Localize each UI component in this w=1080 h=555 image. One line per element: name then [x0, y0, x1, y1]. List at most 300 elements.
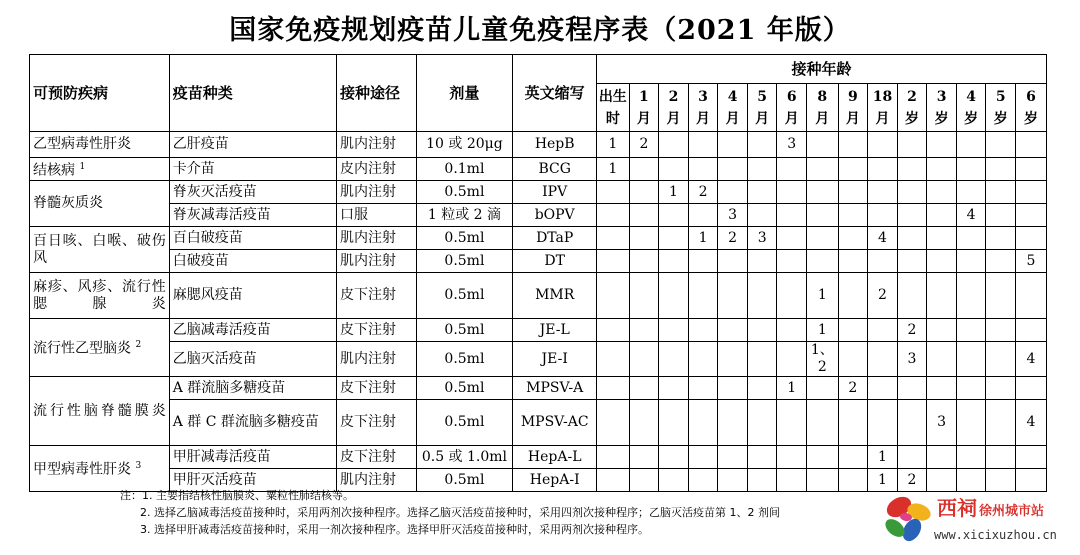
age-unit: 月 [755, 110, 770, 127]
dose-number-cell [838, 250, 868, 273]
dose-number-cell [1015, 273, 1046, 319]
footnote-ref: 3 [135, 461, 142, 472]
vaccine-name-cell: 百白破疫苗 [169, 227, 336, 250]
dose-number-cell: 1 [868, 469, 898, 492]
dose-number-cell [927, 181, 957, 204]
dose-number-cell [956, 446, 986, 469]
route-cell: 皮下注射 [336, 400, 416, 446]
dose-number-cell [1015, 469, 1046, 492]
dose-number-cell [777, 227, 807, 250]
dose-number-cell [838, 227, 868, 250]
dose-number-cell [927, 446, 957, 469]
dose-number-cell [1015, 158, 1046, 181]
dose-number-cell [807, 400, 839, 446]
dose-number-cell: 2 [838, 377, 868, 400]
disease-label: 流行性乙型脑炎 [33, 340, 131, 357]
dose-number-cell [659, 377, 689, 400]
dose-number-cell [927, 250, 957, 273]
dose-number-cell [838, 469, 868, 492]
dose-number-cell [956, 181, 986, 204]
dose-number-cell [868, 132, 898, 158]
dose-number-cell [629, 273, 659, 319]
age-unit: 月 [696, 110, 711, 127]
dose-number-cell [597, 319, 630, 342]
dose-number-cell [597, 250, 630, 273]
abbr-cell: IPV [513, 181, 597, 204]
dose-number-cell [868, 400, 898, 446]
table-row [30, 181, 1047, 204]
dose-number-cell [718, 181, 748, 204]
dose-number-cell [1015, 446, 1046, 469]
dose-number-cell [956, 132, 986, 158]
dose-number-cell [747, 204, 777, 227]
dose-number-cell: 2 [688, 181, 718, 204]
dose-number-cell [927, 204, 957, 227]
age-header-cell [688, 84, 718, 132]
age-header-cell [956, 84, 986, 132]
age-value: 4 [727, 88, 738, 105]
dose-number-cell [986, 181, 1016, 204]
dose-number-cell [688, 446, 718, 469]
dose-number-cell [807, 204, 839, 227]
dose-number-cell [807, 158, 839, 181]
dose-cell: 0.5ml [416, 319, 513, 342]
dose-number-cell: 2 [629, 132, 659, 158]
abbr-cell: bOPV [513, 204, 597, 227]
age-header-cell [838, 84, 868, 132]
dose-number-cell [956, 273, 986, 319]
dose-number-cell: 3 [747, 227, 777, 250]
route-cell: 肌内注射 [336, 181, 416, 204]
age-header-cell [927, 84, 957, 132]
dose-number-cell [807, 446, 839, 469]
route-cell: 肌内注射 [336, 469, 416, 492]
disease-cell [30, 319, 170, 377]
vaccine-name-cell: 脊灰减毒活疫苗 [169, 204, 336, 227]
dose-number-cell [807, 181, 839, 204]
dose-number-cell [629, 446, 659, 469]
header-disease: 可预防疾病 [30, 55, 170, 132]
age-value: 8 [817, 88, 828, 105]
age-value: 1 [639, 88, 649, 105]
dose-number-cell [807, 250, 839, 273]
dose-number-cell [777, 158, 807, 181]
dose-cell: 0.1ml [416, 158, 513, 181]
dose-number-cell: 1 [597, 132, 630, 158]
dose-number-cell: 3 [927, 400, 957, 446]
route-cell: 皮下注射 [336, 273, 416, 319]
dose-number-cell [868, 250, 898, 273]
dose-number-cell [868, 319, 898, 342]
dose-number-cell [956, 377, 986, 400]
age-unit: 月 [725, 110, 740, 127]
header-route: 接种途径 [336, 55, 416, 132]
dose-number-cell [629, 250, 659, 273]
age-header-cell [718, 84, 748, 132]
dose-number-cell [897, 273, 927, 319]
age-value: 4 [966, 88, 977, 105]
abbr-cell: JE-I [513, 342, 597, 377]
dose-number-cell: 4 [1015, 400, 1046, 446]
dose-cell: 0.5ml [416, 400, 513, 446]
route-cell: 皮下注射 [336, 377, 416, 400]
dose-number-cell [629, 377, 659, 400]
route-cell: 口服 [336, 204, 416, 227]
dose-number-cell: 4 [1015, 342, 1046, 377]
dose-number-cell [597, 227, 630, 250]
disease-label: 百日咳、白喉、破伤风 [33, 232, 166, 266]
dose-number-cell [897, 181, 927, 204]
dose-number-cell [868, 342, 898, 377]
dose-number-cell: 3 [897, 342, 927, 377]
age-header-cell [629, 84, 659, 132]
dose-number-cell [956, 342, 986, 377]
dose-number-cell [986, 204, 1016, 227]
dose-number-cell [897, 132, 927, 158]
vaccine-name-cell: 乙肝疫苗 [169, 132, 336, 158]
dose-number-cell [1015, 132, 1046, 158]
dose-number-cell: 2 [897, 319, 927, 342]
dose-number-cell: 2 [718, 227, 748, 250]
pinwheel-logo-icon [882, 490, 934, 548]
dose-number-cell [597, 342, 630, 377]
header-schedule: 接种年龄 [597, 55, 1047, 84]
dose-number-cell [747, 319, 777, 342]
age-unit: 月 [636, 110, 651, 127]
dose-number-cell [718, 446, 748, 469]
dose-number-cell [597, 204, 630, 227]
dose-number-cell [838, 273, 868, 319]
age-value: 6 [786, 88, 797, 105]
age-unit: 时 [605, 110, 620, 127]
dose-number-cell [1015, 377, 1046, 400]
dose-number-cell: 4 [868, 227, 898, 250]
route-cell: 肌内注射 [336, 342, 416, 377]
abbr-cell: MPSV-A [513, 377, 597, 400]
dose-cell: 0.5ml [416, 250, 513, 273]
dose-number-cell [956, 469, 986, 492]
dose-number-cell [927, 158, 957, 181]
dose-cell: 0.5ml [416, 377, 513, 400]
dose-number-cell [629, 400, 659, 446]
immunization-schedule-table [29, 54, 1047, 492]
age-value: 3 [936, 88, 947, 105]
dose-number-cell [777, 469, 807, 492]
dose-number-cell [659, 319, 689, 342]
age-header-cell [747, 84, 777, 132]
dose-number-cell [688, 158, 718, 181]
dose-number-cell [838, 204, 868, 227]
dose-number-cell [688, 342, 718, 377]
table-row [30, 273, 1047, 319]
dose-number-cell [927, 273, 957, 319]
age-value: 2 [907, 88, 917, 105]
dose-number-cell [747, 342, 777, 377]
dose-number-cell [747, 273, 777, 319]
dose-number-cell [838, 446, 868, 469]
table-row [30, 204, 1047, 227]
dose-number-cell [807, 377, 839, 400]
dose-number-cell [718, 342, 748, 377]
dose-number-cell [659, 273, 689, 319]
dose-number-cell [868, 204, 898, 227]
age-value: 5 [757, 88, 768, 105]
dose-number-cell [956, 227, 986, 250]
route-cell: 肌内注射 [336, 132, 416, 158]
dose-number-cell [927, 469, 957, 492]
dose-cell: 0.5ml [416, 469, 513, 492]
dose-number-cell [897, 227, 927, 250]
dose-number-cell [897, 446, 927, 469]
vaccine-name-cell: 脊灰灭活疫苗 [169, 181, 336, 204]
dose-number-cell [659, 132, 689, 158]
age-header-cell [986, 84, 1016, 132]
footnote-3: 3. 选择甲肝减毒活疫苗接种时，采用一剂次接种程序。选择甲肝灭活疫苗接种时，采用两剂次接种程序。 [140, 523, 649, 536]
dose-number-cell [688, 319, 718, 342]
dose-number-cell [838, 158, 868, 181]
table-row [30, 227, 1047, 250]
dose-number-cell: 5 [1015, 250, 1046, 273]
dose-number-cell: 1 [807, 319, 839, 342]
dose-number-cell [897, 204, 927, 227]
dose-number-cell [747, 158, 777, 181]
dose-number-cell [747, 181, 777, 204]
dose-number-cell [986, 377, 1016, 400]
dose-number-cell [659, 204, 689, 227]
dose-number-cell [659, 158, 689, 181]
disease-label: 甲型病毒性肝炎 [33, 461, 131, 478]
disease-cell [30, 158, 170, 181]
dose-number-cell [659, 227, 689, 250]
dose-cell: 0.5ml [416, 227, 513, 250]
dose-number-cell [986, 250, 1016, 273]
dose-number-cell [659, 446, 689, 469]
age-header-cell [1015, 84, 1046, 132]
dose-number-cell [688, 400, 718, 446]
dose-number-cell [688, 273, 718, 319]
abbr-cell: DT [513, 250, 597, 273]
vaccine-name-cell: 麻腮风疫苗 [169, 273, 336, 319]
age-header-cell [897, 84, 927, 132]
route-cell: 肌内注射 [336, 227, 416, 250]
brand-url: www.xicixuzhou.cn [934, 528, 1057, 542]
dose-number-cell [718, 377, 748, 400]
age-unit: 月 [666, 110, 681, 127]
dose-number-cell [629, 342, 659, 377]
dose-number-cell [777, 181, 807, 204]
header-abbr: 英文缩写 [513, 55, 597, 132]
dose-number-cell [718, 250, 748, 273]
disease-label: 流行性脑脊髓膜炎 [33, 402, 166, 419]
dose-number-cell [838, 319, 868, 342]
age-value: 3 [698, 88, 708, 105]
dose-number-cell [927, 319, 957, 342]
abbr-cell: HepA-L [513, 446, 597, 469]
dose-number-cell [629, 181, 659, 204]
dose-number-cell [1015, 181, 1046, 204]
dose-number-cell [629, 158, 659, 181]
abbr-cell: HepB [513, 132, 597, 158]
vaccine-name-cell: A 群 C 群流脑多糖疫苗 [169, 400, 336, 446]
abbr-cell: JE-L [513, 319, 597, 342]
dose-number-cell [777, 446, 807, 469]
age-unit: 岁 [934, 110, 949, 127]
dose-number-cell [777, 204, 807, 227]
age-header-cell [659, 84, 689, 132]
dose-number-cell [629, 227, 659, 250]
age-header-cell [807, 84, 839, 132]
header-dose: 剂量 [416, 55, 513, 132]
footnotes [120, 487, 780, 538]
age-unit: 岁 [1023, 110, 1038, 127]
dose-number-cell [838, 342, 868, 377]
dose-number-cell [777, 400, 807, 446]
dose-number-cell [629, 319, 659, 342]
dose-number-cell [956, 250, 986, 273]
dose-number-cell [597, 181, 630, 204]
footnote-ref: 1 [79, 161, 86, 172]
dose-number-cell [659, 250, 689, 273]
table-row [30, 377, 1047, 400]
disease-cell [30, 227, 170, 273]
disease-cell [30, 132, 170, 158]
dose-number-cell [807, 227, 839, 250]
age-value: 9 [848, 88, 858, 105]
dose-number-cell [868, 377, 898, 400]
age-value: 5 [995, 88, 1006, 105]
dose-number-cell [747, 446, 777, 469]
dose-number-cell [1015, 319, 1046, 342]
dose-number-cell [868, 158, 898, 181]
dose-cell: 0.5ml [416, 342, 513, 377]
dose-number-cell [927, 227, 957, 250]
route-cell: 肌内注射 [336, 250, 416, 273]
dose-number-cell [807, 132, 839, 158]
dose-number-cell [688, 377, 718, 400]
dose-number-cell [597, 400, 630, 446]
dose-number-cell: 4 [956, 204, 986, 227]
dose-cell: 0.5 或 1.0ml [416, 446, 513, 469]
dose-number-cell: 1 [868, 446, 898, 469]
vaccine-name-cell: 甲肝减毒活疫苗 [169, 446, 336, 469]
table-row [30, 250, 1047, 273]
dose-number-cell: 2 [868, 273, 898, 319]
table-row [30, 446, 1047, 469]
age-value: 出生 [598, 88, 627, 105]
route-cell: 皮下注射 [336, 319, 416, 342]
disease-cell [30, 273, 170, 319]
dose-number-cell [747, 132, 777, 158]
disease-label: 脊髓灰质炎 [33, 195, 103, 211]
dose-number-cell: 1、2 [807, 342, 839, 377]
vaccine-name-cell: 白破疫苗 [169, 250, 336, 273]
dose-number-cell [956, 158, 986, 181]
vaccine-name-cell: 甲肝灭活疫苗 [169, 469, 336, 492]
age-header-cell [868, 84, 898, 132]
dose-cell: 1 粒或 2 滴 [416, 204, 513, 227]
dose-number-cell [986, 132, 1016, 158]
dose-number-cell [688, 250, 718, 273]
dose-number-cell [986, 342, 1016, 377]
brand-name: 西祠 徐州城市站 [937, 496, 1045, 520]
footnote-ref: 2 [135, 340, 142, 351]
route-cell: 皮下注射 [336, 446, 416, 469]
dose-number-cell [597, 446, 630, 469]
footnote-1: 注：1. 主要指结核性脑膜炎、粟粒性肺结核等。 [120, 489, 354, 502]
dose-number-cell [897, 158, 927, 181]
disease-label: 结核病 [33, 162, 75, 179]
dose-number-cell [927, 342, 957, 377]
site-watermark-logo [882, 490, 1072, 550]
age-unit: 岁 [964, 110, 979, 127]
dose-number-cell [1015, 204, 1046, 227]
dose-number-cell [956, 400, 986, 446]
dose-number-cell [777, 342, 807, 377]
disease-label: 麻疹、风疹、流行性腮腺炎 [33, 278, 166, 312]
dose-number-cell [986, 400, 1016, 446]
dose-number-cell [897, 400, 927, 446]
dose-number-cell [838, 400, 868, 446]
dose-number-cell [777, 319, 807, 342]
age-unit: 岁 [993, 110, 1008, 127]
dose-cell: 0.5ml [416, 181, 513, 204]
abbr-cell: MPSV-AC [513, 400, 597, 446]
dose-number-cell: 3 [777, 132, 807, 158]
dose-cell: 10 或 20μg [416, 132, 513, 158]
dose-number-cell [986, 319, 1016, 342]
vaccine-name-cell: 卡介苗 [169, 158, 336, 181]
age-value: 6 [1026, 88, 1036, 105]
age-header-cell [597, 84, 630, 132]
disease-label: 乙型病毒性肝炎 [33, 136, 131, 152]
dose-number-cell [659, 400, 689, 446]
age-unit: 岁 [905, 110, 920, 127]
dose-number-cell: 1 [688, 227, 718, 250]
age-unit: 月 [815, 110, 830, 127]
dose-number-cell [807, 469, 839, 492]
dose-number-cell [718, 400, 748, 446]
dose-number-cell [838, 181, 868, 204]
header-vaccine: 疫苗种类 [169, 55, 336, 132]
dose-number-cell [986, 158, 1016, 181]
dose-number-cell: 1 [777, 377, 807, 400]
dose-number-cell [927, 132, 957, 158]
dose-number-cell [718, 132, 748, 158]
age-value: 18 [872, 88, 893, 105]
dose-number-cell [927, 377, 957, 400]
dose-number-cell [747, 377, 777, 400]
vaccine-name-cell: 乙脑减毒活疫苗 [169, 319, 336, 342]
dose-number-cell [986, 273, 1016, 319]
page-title: 国家免疫规划疫苗儿童免疫程序表（2021 年版） [229, 15, 851, 46]
dose-number-cell [629, 204, 659, 227]
disease-cell [30, 446, 170, 492]
dose-number-cell [659, 342, 689, 377]
dose-number-cell [986, 227, 1016, 250]
age-unit: 月 [784, 110, 799, 127]
dose-number-cell [688, 204, 718, 227]
vaccine-name-cell: 乙脑灭活疫苗 [169, 342, 336, 377]
abbr-cell: HepA-I [513, 469, 597, 492]
dose-number-cell [747, 400, 777, 446]
dose-number-cell: 1 [597, 158, 630, 181]
dose-number-cell [777, 273, 807, 319]
disease-cell [30, 181, 170, 227]
dose-number-cell [718, 319, 748, 342]
dose-number-cell [986, 469, 1016, 492]
dose-number-cell [718, 158, 748, 181]
dose-number-cell [897, 250, 927, 273]
